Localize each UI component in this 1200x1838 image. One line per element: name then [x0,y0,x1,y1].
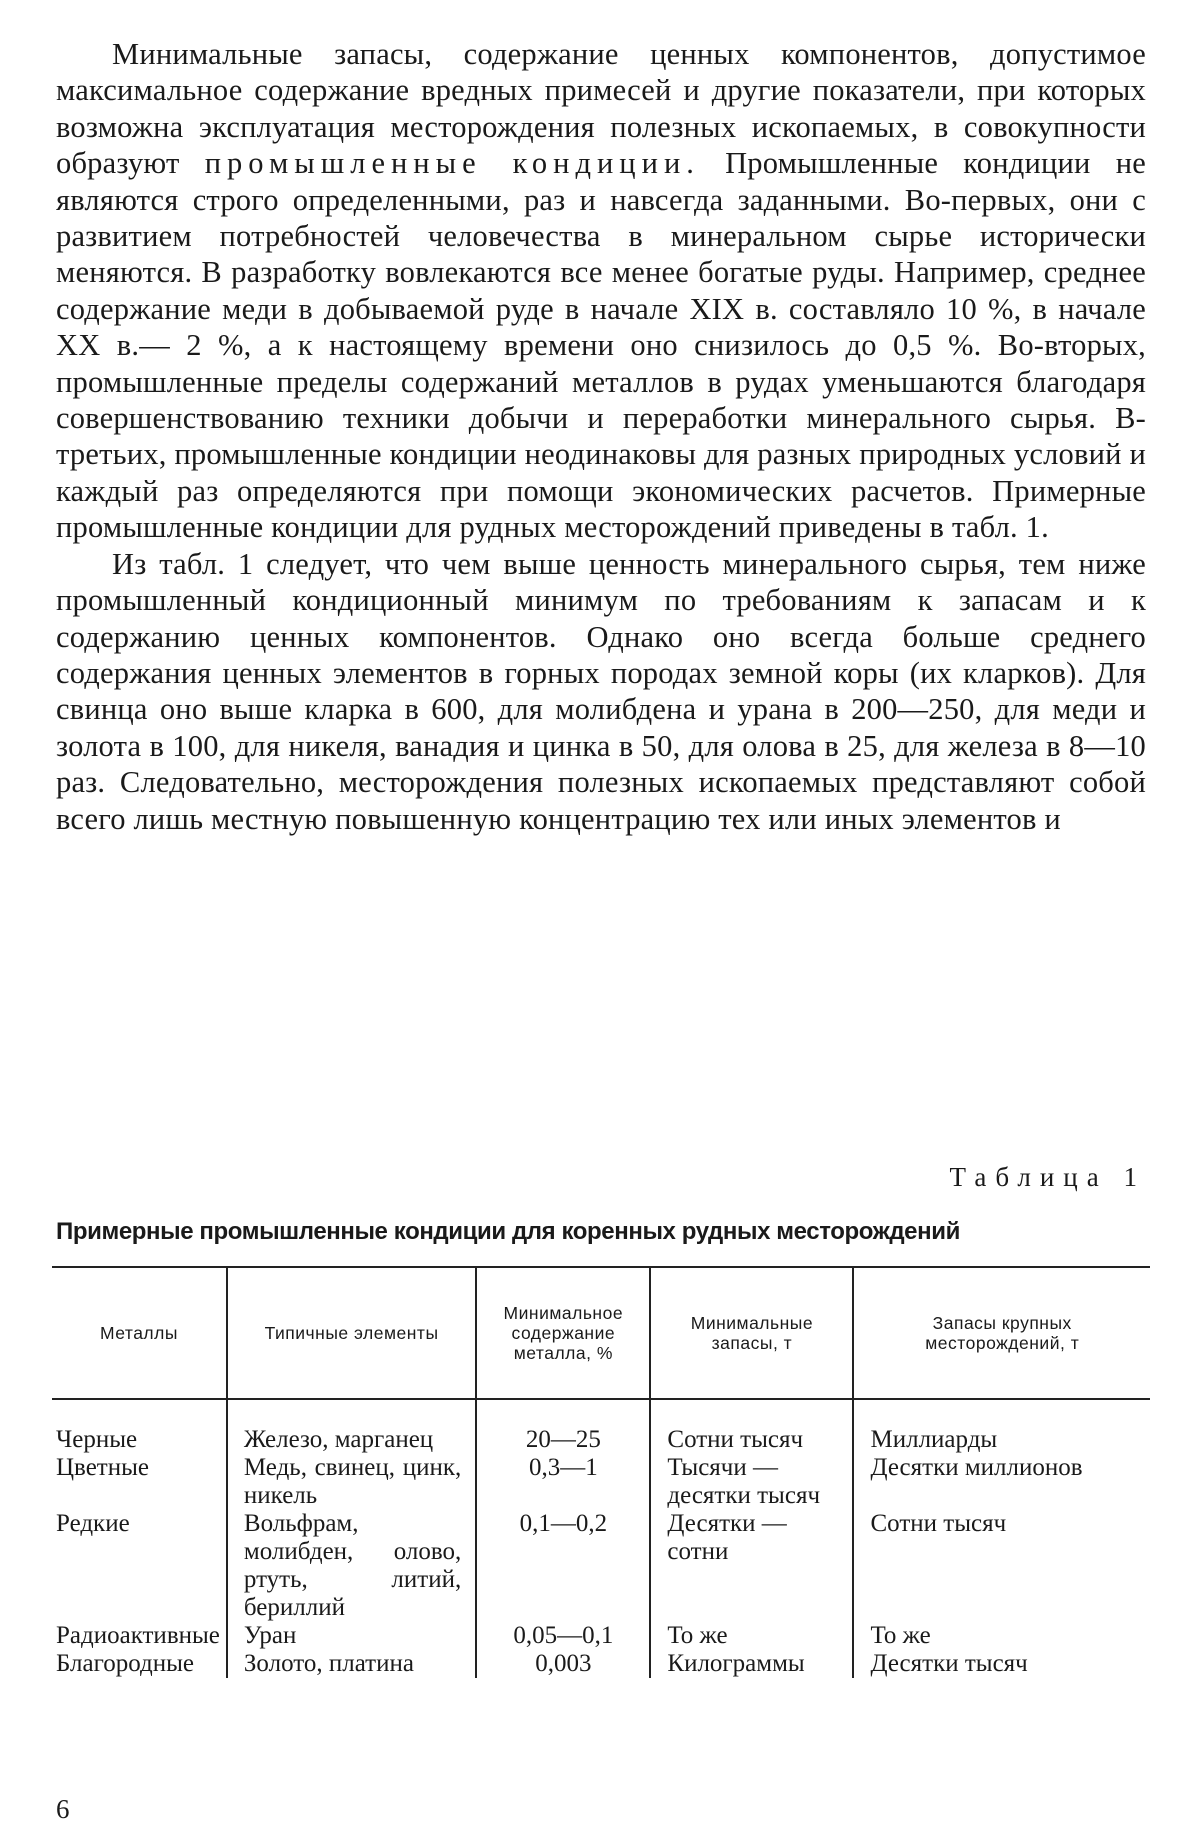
cell-large-reserves: Десятки тысяч [853,1650,1150,1678]
cell-metal: Благородные [56,1650,195,1677]
cell-min-content: 0,1—0,2 [476,1510,650,1622]
cell-min-reserves: Килограммы [650,1650,853,1678]
cell-large-reserves: То же [853,1622,1150,1650]
conditions-table [52,1266,1150,1678]
header-large-deposit-reserves: Запасы крупных месторождений, т [853,1267,1150,1399]
cell-min-content: 0,003 [476,1650,650,1678]
table-row [52,1454,1150,1510]
header-min-content: Минимальное содержание металла, % [476,1267,650,1399]
cell-elements: Железо, марганец [227,1399,476,1454]
table-row [52,1622,1150,1650]
paragraph-2: Из табл. 1 следует, что чем выше ценность минерального сырья, тем ниже промышленный кондиционный минимум по требованиям к запасам и к содержанию ценных компонентов. Однако оно всегда больше среднего содержания ценных элементов в горных породах земной коры (их кларков). Для свинца оно выше кларка в 600, для молибдена и урана в 200—250, для меди и золота в 100, для никеля, ванадия и цинка в 50, для олова в 25, для железа в 8—10 раз. Следовательно, месторождения полезных ископаемых представляют собой всего лишь местную повышенную концентрацию тех или иных элементов и [56,546,1146,836]
cell-min-reserves: Десятки — сотни [650,1510,853,1622]
cell-metal: Редкие [56,1510,130,1537]
table-header-row [52,1267,1150,1399]
cell-metal: Черные [56,1426,138,1453]
cell-min-content: 0,05—0,1 [476,1622,650,1650]
cell-min-reserves: То же [650,1622,853,1650]
paragraph-1 [56,36,1146,546]
cell-min-reserves: Сотни тысяч [650,1399,853,1454]
paragraph-1-text-b: Промышленные кондиции не являются строго определенными, раз и навсегда заданными. Во-первых, они с развитием потребностей человечества в минеральном сырье исторически меняются. В разработку вовлекаются все менее богатые руды. Например, среднее содержание меди в добываемой руде в начале XIX в. составляло 10 %, в начале XX в.— 2 %, а к настоящему времени оно снизилось до 0,5 %. Во-вторых, промышленные пределы содержаний металлов в рудах уменьшаются благодаря совершенствованию техники добычи и переработки минерального сырья. В-третьих, промышленные кондиции неодинаковы для разных природных условий и каждый раз определяются при помощи экономических расчетов. Примерные промышленные кондиции для рудных месторождений приведены в табл. 1. [56,146,1146,545]
table-row [52,1399,1150,1454]
table-title: Примерные промышленные кондиции для коренных рудных месторождений [56,1218,960,1245]
header-min-reserves: Минимальные запасы, т [650,1267,853,1399]
cell-large-reserves: Сотни тысяч [853,1510,1150,1622]
table-row [52,1650,1150,1678]
header-typical-elements: Типичные элементы [227,1267,476,1399]
paragraph-1-text-a: Минимальные запасы, содержание ценных компонентов, допустимое максимальное содержание вредных примесей и другие показатели, при которых возможна эксплуатация месторождения полезных ископаемых, в совокупности образуют [56,37,1146,181]
table-row [52,1510,1150,1622]
cell-elements: Золото, платина [227,1650,476,1678]
cell-large-reserves: Десятки миллионов [853,1454,1150,1510]
cell-elements: Медь, свинец, цинк, никель [227,1454,476,1510]
header-metals: Металлы [52,1267,227,1399]
table-number-label: Таблица 1 [949,1162,1146,1192]
cell-elements: Уран [227,1622,476,1650]
cell-min-content: 0,3—1 [476,1454,650,1510]
document-page [56,36,1146,1824]
term-industrial-conditions: промышленные кондиции. [204,146,700,181]
cell-elements: Вольфрам, молибден, олово, ртуть, литий, бериллий [227,1510,476,1622]
cell-min-reserves: Тысячи — десятки тысяч [650,1454,853,1510]
page-number: 6 [56,1794,70,1824]
cell-metal: Цветные [56,1454,150,1481]
cell-metal: Радиоактивные [56,1622,220,1649]
cell-min-content: 20—25 [476,1399,650,1454]
cell-large-reserves: Миллиарды [853,1399,1150,1454]
